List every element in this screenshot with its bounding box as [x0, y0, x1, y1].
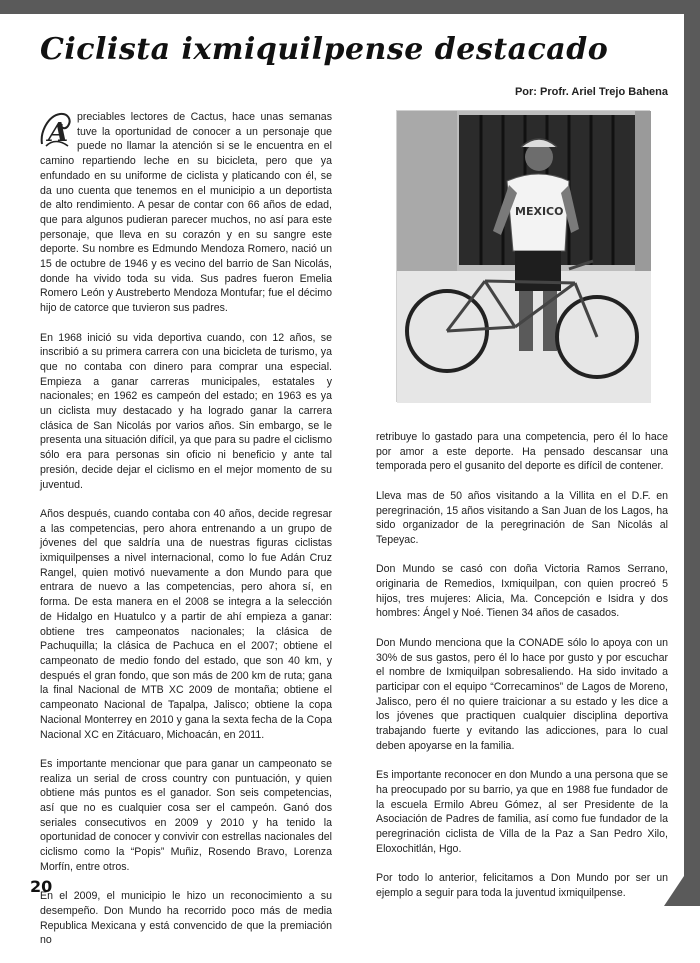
- article-title: Ciclista ixmiquilpense destacado: [40, 32, 609, 67]
- article-paragraph: En el 2009, el municipio le hizo un reconocimiento a su desempeño. Don Mundo ha recorrido poco más de media Republica Mexicana y está convencido de que la premiación no: [40, 890, 332, 947]
- page-frame-top: [0, 0, 700, 14]
- article-paragraph: En 1968 inició su vida deportiva cuando, con 12 años, se inscribió a su primera carrera con una bicicleta de turismo, ya que no contaba con dinero para comprar una especial. Empieza a ganar carreras municipales, estatales y nacionales; en 1962 es campeón del estado; en 1963 es ya un ciclista muy destacado y ha logrado ganar la carrera clásica de San Nicolás por varios años. Sin embargo, se le presenta una situación difícil, ya que para su padre el ciclismo sólo era para personas sin oficio ni beneficio y ante tal presión, decide dejar el ciclismo en el mejor momento de su juventud.: [40, 331, 332, 491]
- article-paragraph: Lleva mas de 50 años visitando a la Villita en el D.F. en peregrinación, 15 años visitando a San Juan de los Lagos, ha sido organizador de la peregrinación de San Nicolás al Tepeyac.: [376, 489, 668, 546]
- page-frame-right: [684, 0, 700, 906]
- page-number: 20: [30, 877, 53, 896]
- cyclist-photo: [396, 110, 650, 402]
- paragraph-text: preciables lectores de Cactus, hace unas semanas tuve la oportunidad de conocer a un personaje que puede no llamar la atención si se le encuentra en el camino repartiendo leche en su bicicleta, pero que ya enfundado en su uniforme de ciclista y platicando con él, se da uno cuenta que tenemos en el municipio a un deportista de alto rendimiento. A pesar de contar con 66 años de edad, que para algunos pudieran parecer muchos, no así para este personaje, que lleva en su corazón y en su sangre este deporte. Su nombre es Edmundo Mendoza Romero, nació un 15 de octubre de 1946 y es vecino del barrio de San Nicolás, donde ha vivido toda su vida. Sus padres fueron Emelia Romero León y Austreberto Mendoza Montufar; fue el décimo hijo de catorce que tuvieron sus padres.: [40, 111, 332, 315]
- article-column-right: [376, 430, 668, 915]
- article-paragraph: retribuye lo gastado para una competencia, pero él lo hace por amor a este deporte. Ha pensado descansar una temporada pero el gusanito del deporte es difícil de contener.: [376, 431, 668, 473]
- jersey-text: MEXICO: [515, 205, 564, 218]
- article-byline: Por: Profr. Ariel Trejo Bahena: [514, 86, 668, 98]
- article-paragraph: Es importante reconocer en don Mundo a una persona que se ha preocupado por su barrio, ya que en 1988 fue fundador de la escuela Ermilo Abreu Gómez, al ser Presidente de la Asociación de Padres de familia, así como fue fundador de la peregrinación ciclista de Villa de la Paz a San Pedro Xilo, Eloxochitlán, Hgo.: [376, 769, 668, 855]
- article-column-left: [40, 110, 332, 963]
- article-paragraph: Años después, cuando contaba con 40 años, decide regresar a las competencias, pero ahora entrenando a un grupo de jóvenes del que saldría una de nuestras figuras ciclistas ixmiquilpenses a nivel internacional, como lo fue Adán Cruz Rangel, quien motivó nuevamente a don Mundo para que entrara de nuevo a las competencias, pero ahora sí, en forma. De esta manera en el 2008 se integra a la selección de Hidalgo en Huatulco y a partir de ahí empieza a ganar: obtiene tres campeonatos nacionales; la clásica de Pachuquilla; la clásica de Pachuca en el 2007; obtiene el campeonato de medio fondo del estado, que son 40 km, y después el gran fondo, que son más de 200 km de ruta; gana la final Nacional de MTB XC 2009 de montaña; obtiene el campeonato Nacional de Tapalpa, Jalisco; obtiene la copa Nacional Monterrey en 2010 y gana la sexta fecha de la Copa Nacional XC en Zitácuaro, Michoacán, en 2011.: [40, 507, 332, 741]
- article-paragraph: Don Mundo se casó con doña Victoria Ramos Serrano, originaria de Remedios, Ixmiquilpan, con quien procreó 5 hijos, tres mujeres: Alicia, Ma. Concepción e Isidra y dos hombres: Ángel y Noé. Tienen 34 años de casados.: [376, 563, 668, 620]
- dropcap-ornament: [38, 110, 74, 150]
- article-paragraph: Por todo lo anterior, felicitamos a Don Mundo por ser un ejemplo a seguir para toda la juventud ixmiquilpense.: [376, 872, 668, 899]
- article-paragraph: [40, 110, 332, 316]
- article-paragraph: Don Mundo menciona que la CONADE sólo lo apoya con un 30% de sus gastos, pero él lo hace por gusto y por escuchar el nombre de Ixmiquilpan sobresaliendo. Ha sido invitado a participar con el equipo “Correcaminos” de Lagos de Moreno, Jalisco, pero él no quiere traicionar a su estado y les dice a los jóvenes que practiquen cualquier disciplina deportiva trabajando fuerte y evitando las adicciones, para lo cual deben apoyarse en la familia.: [376, 636, 668, 752]
- article-paragraph: Es importante mencionar que para ganar un campeonato se realiza un serial de cross country con puntuación, y quien obtiene más puntos es el ganador. Son seis competencias, así que no es cualquier cosa ser el campeón. Ganó dos seriales consecutivos en 2009 y 2010 y ha tenido la oportunidad de conocer y convivir con estrellas nacionales del ciclismo como la “Popis” Muñiz, Rosendo Bravo, Lorenza Morfín, entre otros.: [40, 757, 332, 873]
- dropcap-letter: A: [48, 118, 69, 148]
